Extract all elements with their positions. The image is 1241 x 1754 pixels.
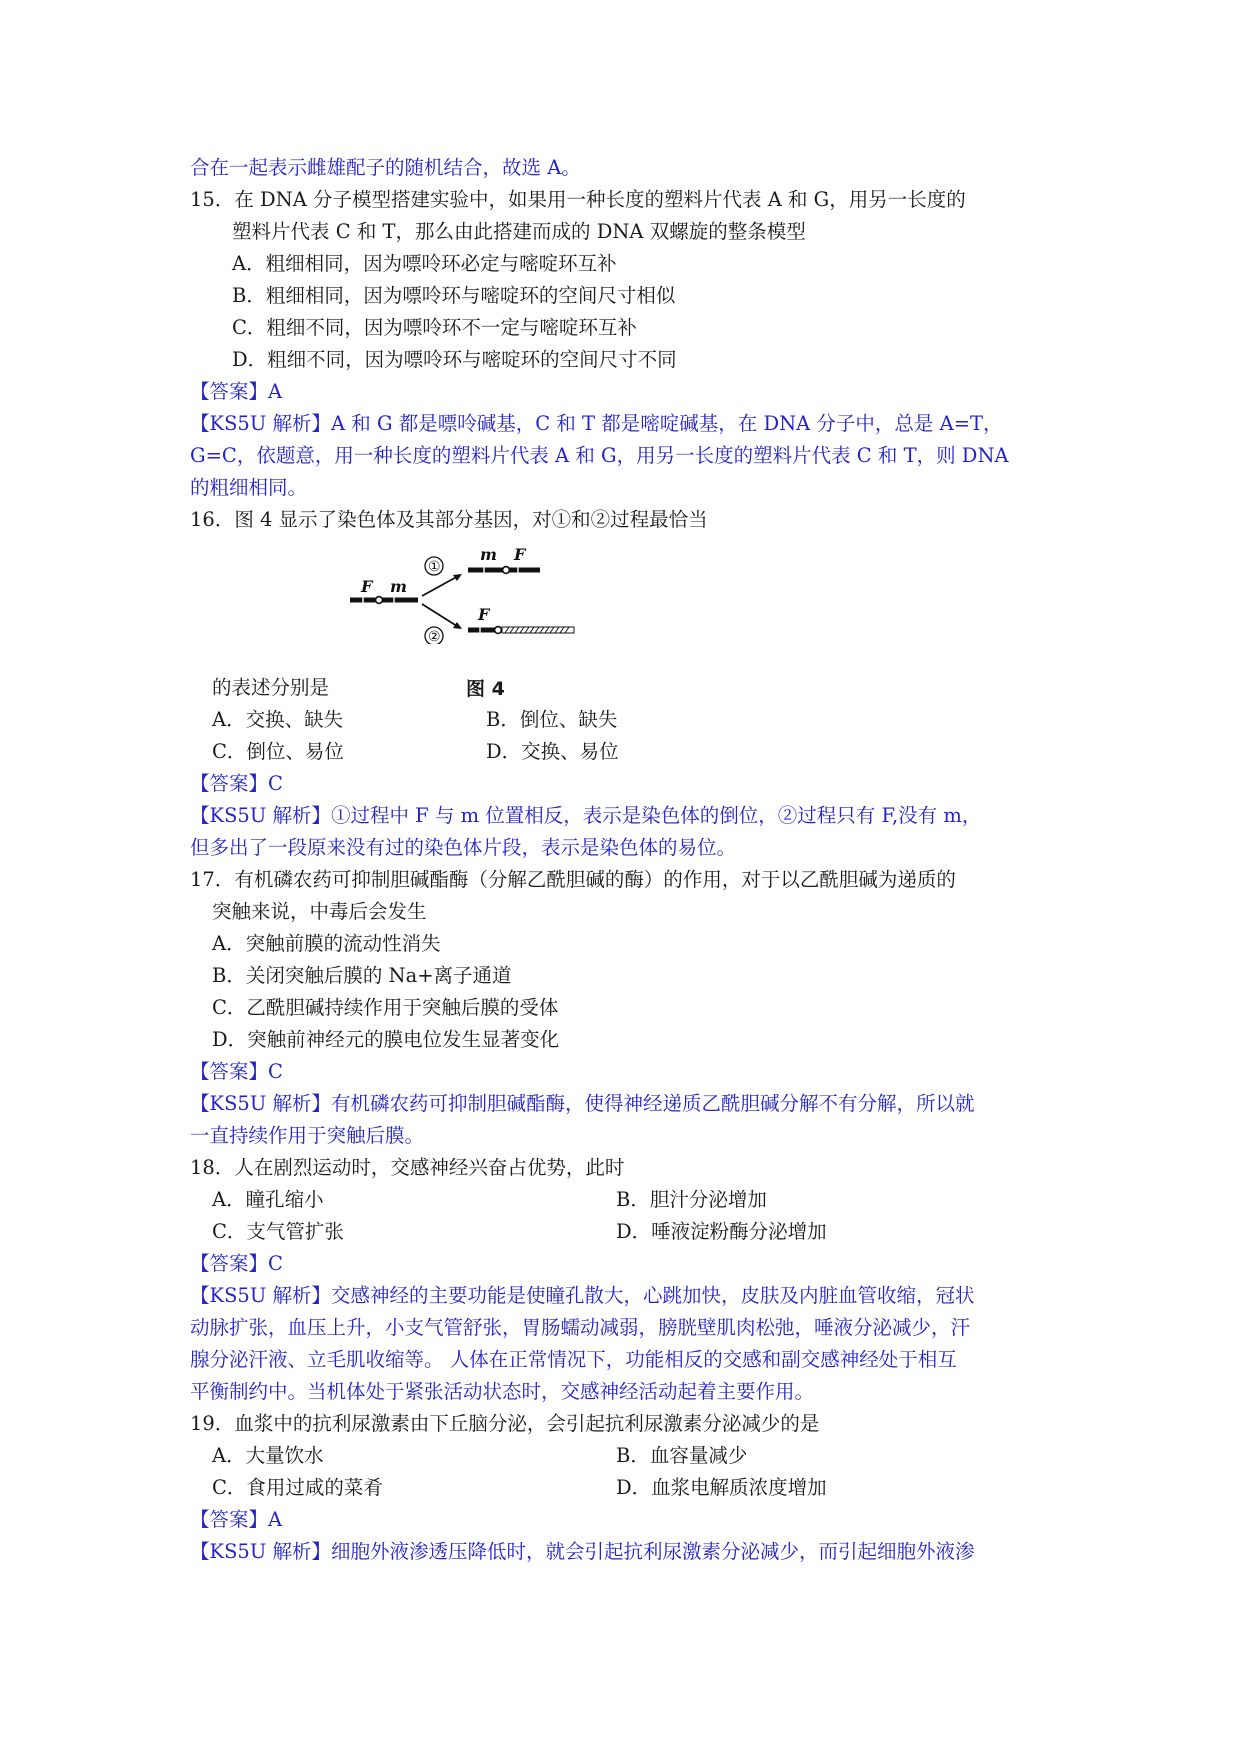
question-17-option-c: C．乙酰胆碱持续作用于突触后膜的受体 — [212, 996, 559, 1019]
question-19-option-a: A．大量饮水 — [212, 1444, 324, 1467]
gene-label: F — [478, 605, 490, 624]
question-17-option-a: A．突触前膜的流动性消失 — [212, 932, 441, 955]
question-18-option-c: C．支气管扩张 — [212, 1220, 344, 1243]
question-19-option-d: D．血浆电解质浓度增加 — [616, 1476, 827, 1499]
question-16-option-b: B．倒位、缺失 — [486, 708, 618, 731]
question-17-explanation: 一直持续作用于突触后膜。 — [190, 1124, 425, 1147]
question-15-answer: 【答案】A — [190, 380, 283, 403]
gene-label: F — [514, 548, 526, 564]
question-18-explanation: 平衡制约中。当机体处于紧张活动状态时，交感神经活动起着主要作用。 — [190, 1380, 815, 1403]
question-18-answer: 【答案】C — [190, 1252, 283, 1275]
gene-label: m — [390, 577, 407, 596]
question-16-option-c: C．倒位、易位 — [212, 740, 344, 763]
question-17-stem: 17．有机磷农药可抑制胆碱酯酶（分解乙酰胆碱的酶）的作用，对于以乙酰胆碱为递质的 — [190, 868, 956, 891]
question-15-explanation: 【KS5U 解析】A 和 G 都是嘌呤碱基，C 和 T 都是嘧啶碱基，在 DNA 分子中，总是 A=T， — [190, 412, 1003, 435]
question-18-explanation: 动脉扩张，血压上升，小支气管舒张，胃肠蠕动减弱，膀胱壁肌肉松弛，唾液分泌减少，汗 — [190, 1316, 971, 1339]
question-17-option-d: D．突触前神经元的膜电位发生显著变化 — [212, 1028, 560, 1051]
question-19-stem: 19．血浆中的抗利尿激素由下丘脑分泌，会引起抗利尿激素分泌减少的是 — [190, 1412, 820, 1435]
arrow-step1 — [422, 575, 460, 596]
question-17-stem-cont: 突触来说，中毒后会发生 — [212, 900, 427, 923]
question-19-option-b: B．血容量减少 — [616, 1444, 748, 1467]
question-17-answer: 【答案】C — [190, 1060, 283, 1083]
question-16-option-a: A．交换、缺失 — [212, 708, 344, 731]
question-19-answer: 【答案】A — [190, 1508, 283, 1531]
question-18-stem: 18．人在剧烈运动时，交感神经兴奋占优势，此时 — [190, 1156, 625, 1179]
question-16-stem: 16．图 4 显示了染色体及其部分基因，对①和②过程最恰当 — [190, 508, 708, 531]
question-15-option-b: B．粗细相同，因为嘌呤环与嘧啶环的空间尺寸相似 — [232, 284, 676, 307]
question-16-explanation: 【KS5U 解析】①过程中 F 与 m 位置相反，表示是染色体的倒位，②过程只有 F,没有 m， — [190, 804, 982, 827]
question-16-answer: 【答案】C — [190, 772, 283, 795]
question-15-explanation: G=C，依题意，用一种长度的塑料片代表 A 和 G，用另一长度的塑料片代表 C 和 T，则 DNA — [190, 444, 1009, 467]
text-line: 合在一起表示雌雄配子的随机结合，故选 A。 — [190, 156, 581, 179]
question-19-option-c: C．食用过咸的菜肴 — [212, 1476, 383, 1499]
gene-label: m — [480, 548, 497, 564]
question-15-explanation: 的粗细相同。 — [190, 476, 308, 499]
question-19-explanation: 【KS5U 解析】细胞外液渗透压降低时，就会引起抗利尿激素分泌减少，而引起细胞外液渗 — [190, 1540, 975, 1563]
step2-label: ② — [428, 629, 441, 644]
question-18-explanation: 【KS5U 解析】交感神经的主要功能是使瞳孔散大，心跳加快，皮肤及内脏血管收缩，冠状 — [190, 1284, 975, 1307]
question-18-option-b: B．胆汁分泌增加 — [616, 1188, 767, 1211]
step1-label: ① — [428, 559, 441, 575]
question-18-explanation: 腺分泌汗液、立毛肌收缩等。 人体在正常情况下，功能相反的交感和副交感神经处于相互 — [190, 1348, 957, 1371]
centromere — [376, 597, 383, 604]
arrow-step2 — [422, 604, 460, 628]
question-17-explanation: 【KS5U 解析】有机磷农药可抑制胆碱酯酶，使得神经递质乙酰胆碱分解不有分解，所以就 — [190, 1092, 975, 1115]
figure-caption: 图 4 — [466, 678, 505, 700]
gene-label: F — [361, 577, 373, 596]
question-16-explanation: 但多出了一段原来没有过的染色体片段，表示是染色体的易位。 — [190, 836, 737, 859]
chromosome-figure — [350, 548, 600, 644]
question-18-option-d: D．唾液淀粉酶分泌增加 — [616, 1220, 827, 1243]
question-15-option-c: C．粗细不同，因为嘌呤环不一定与嘧啶环互补 — [232, 316, 637, 339]
question-18-option-a: A．瞳孔缩小 — [212, 1188, 324, 1211]
question-16-stem-cont: 的表述分别是 — [212, 676, 330, 699]
question-15-option-d: D．粗细不同，因为嘌呤环与嘧啶环的空间尺寸不同 — [232, 348, 677, 371]
question-15-stem-cont: 塑料片代表 C 和 T，那么由此搭建而成的 DNA 双螺旋的整条模型 — [232, 220, 806, 243]
question-17-option-b: B．关闭突触后膜的 Na+离子通道 — [212, 964, 512, 987]
question-15-stem: 15．在 DNA 分子模型搭建实验中，如果用一种长度的塑料片代表 A 和 G，用另一长度的 — [190, 188, 966, 211]
question-16-option-d: D．交换、易位 — [486, 740, 619, 763]
question-15-option-a: A．粗细相同，因为嘌呤环必定与嘧啶环互补 — [232, 252, 617, 275]
